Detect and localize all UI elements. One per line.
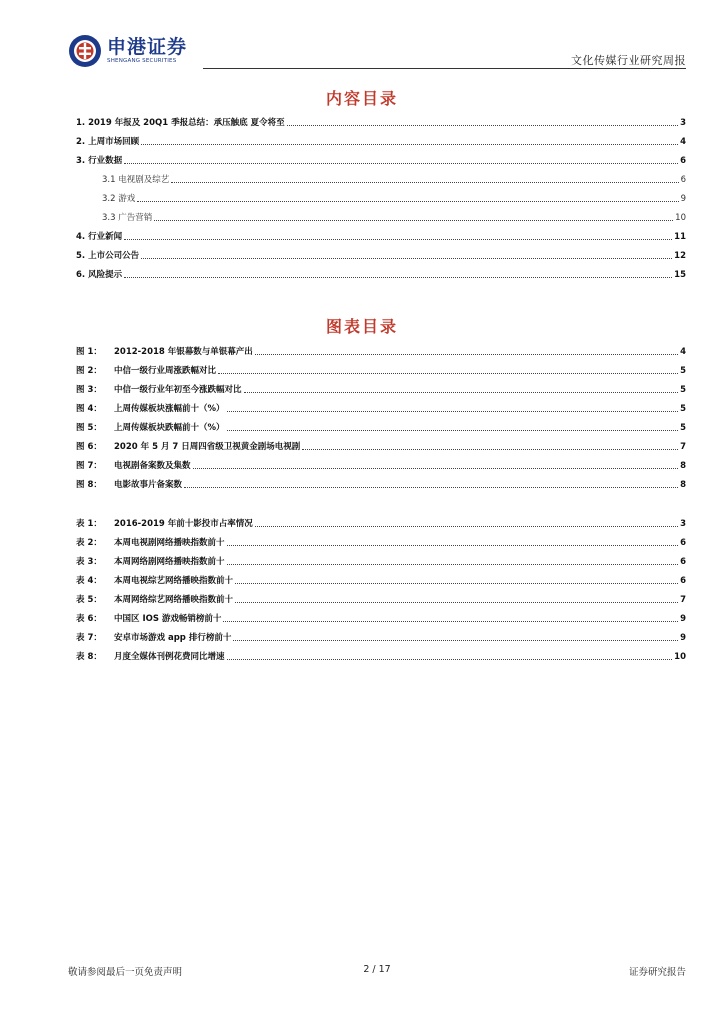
toc-section-entry[interactable] xyxy=(76,229,686,243)
entry-label: 3.1 电视剧及综艺 xyxy=(102,175,170,185)
dot-leader xyxy=(141,258,672,259)
entry-label: 电影故事片备案数 xyxy=(114,480,183,490)
company-name-cn: 申港证券 xyxy=(107,36,188,58)
table-entry[interactable] xyxy=(76,630,686,644)
entry-label: 3.3 广告营销 xyxy=(102,213,153,223)
entry-label: 4. 行业新闻 xyxy=(76,232,123,242)
entry-prefix: 表 4： xyxy=(76,576,102,586)
entry-label: 电视剧备案数及集数 xyxy=(114,461,191,471)
entry-label: 2012-2018 年银幕数与单银幕产出 xyxy=(114,347,253,357)
toc-title: 内容目录 xyxy=(325,89,398,108)
toc-section-entry[interactable] xyxy=(76,248,686,262)
entry-page-number: 5 xyxy=(680,423,686,433)
entry-prefix: 图 6： xyxy=(76,442,102,452)
dot-leader xyxy=(244,392,679,393)
dot-leader xyxy=(227,430,679,431)
toc-section-entry[interactable] xyxy=(76,153,686,167)
entry-label: 中信一级行业年初至今涨跌幅对比 xyxy=(114,385,242,395)
entry-label: 中国区 IOS 游戏畅销榜前十 xyxy=(114,614,222,624)
table-entry[interactable] xyxy=(76,554,686,568)
toc-subsection-entry[interactable] xyxy=(102,210,686,224)
page-header xyxy=(68,30,686,70)
entry-page-number: 9 xyxy=(680,633,686,643)
dot-leader xyxy=(184,487,678,488)
figure-entry[interactable] xyxy=(76,477,686,491)
entry-page-number: 7 xyxy=(680,442,686,452)
dot-leader xyxy=(255,354,678,355)
dot-leader xyxy=(287,125,679,126)
figure-entry[interactable] xyxy=(76,344,686,358)
entry-label: 中信一级行业周涨跌幅对比 xyxy=(114,366,217,376)
entry-prefix: 表 2： xyxy=(76,538,102,548)
entry-prefix: 图 3： xyxy=(76,385,102,395)
entry-label: 6. 风险提示 xyxy=(76,270,123,280)
entry-page-number: 9 xyxy=(680,194,686,204)
toc-section-entry[interactable] xyxy=(76,115,686,129)
dot-leader xyxy=(227,411,679,412)
entry-page-number: 7 xyxy=(680,595,686,605)
entry-label: 1. 2019 年报及 20Q1 季报总结：承压触底 夏令将至 xyxy=(76,118,285,128)
entry-prefix: 表 8： xyxy=(76,652,102,662)
entry-page-number: 10 xyxy=(675,213,686,223)
entry-page-number: 3 xyxy=(680,519,686,529)
dot-leader xyxy=(227,545,679,546)
entry-page-number: 15 xyxy=(674,270,686,280)
entry-page-number: 4 xyxy=(680,137,686,147)
table-entry[interactable] xyxy=(76,592,686,606)
company-name-en: SHENGANG SECURITIES xyxy=(107,58,177,64)
entry-prefix: 表 7： xyxy=(76,633,102,643)
dot-leader xyxy=(124,163,678,164)
entry-prefix: 表 6： xyxy=(76,614,102,624)
entry-label: 2016-2019 年前十影投市占率情况 xyxy=(114,519,253,529)
entry-prefix: 图 7： xyxy=(76,461,102,471)
dot-leader xyxy=(141,144,678,145)
entry-label: 安卓市场游戏 app 排行榜前十 xyxy=(114,633,232,643)
figures-title: 图表目录 xyxy=(325,317,398,336)
entry-page-number: 11 xyxy=(674,232,686,242)
entry-page-number: 5 xyxy=(680,385,686,395)
entry-page-number: 12 xyxy=(674,251,686,261)
entry-label: 2020 年 5 月 7 日周四省级卫视黄金剧场电视剧 xyxy=(114,442,301,452)
entry-prefix: 图 8： xyxy=(76,480,102,490)
toc-subsection-entry[interactable] xyxy=(102,172,686,186)
figure-entry[interactable] xyxy=(76,458,686,472)
dot-leader xyxy=(124,277,672,278)
footer-disclaimer: 敬请参阅最后一页免责声明 xyxy=(68,967,183,978)
entry-page-number: 3 xyxy=(680,118,686,128)
entry-label: 5. 上市公司公告 xyxy=(76,251,140,261)
dot-leader xyxy=(154,220,673,221)
table-entry[interactable] xyxy=(76,535,686,549)
table-entry[interactable] xyxy=(76,573,686,587)
entry-label: 上周传媒板块跌幅前十（%） xyxy=(114,423,225,433)
entry-label: 上周传媒板块涨幅前十（%） xyxy=(114,404,225,414)
dot-leader xyxy=(227,564,679,565)
footer-doc-type: 证券研究报告 xyxy=(628,967,686,978)
entry-label: 3. 行业数据 xyxy=(76,156,123,166)
dot-leader xyxy=(235,583,678,584)
dot-leader xyxy=(233,640,678,641)
dot-leader xyxy=(193,468,679,469)
figure-entry[interactable] xyxy=(76,382,686,396)
entry-prefix: 表 3： xyxy=(76,557,102,567)
entry-page-number: 6 xyxy=(680,175,686,185)
entry-page-number: 6 xyxy=(680,557,686,567)
entry-label: 本周电视综艺网络播映指数前十 xyxy=(114,576,234,586)
toc-section-entry[interactable] xyxy=(76,134,686,148)
dot-leader xyxy=(302,449,678,450)
figure-entry[interactable] xyxy=(76,363,686,377)
figure-entry[interactable] xyxy=(76,401,686,415)
entry-prefix: 表 1： xyxy=(76,519,102,529)
entry-prefix: 图 5： xyxy=(76,423,102,433)
entry-page-number: 9 xyxy=(680,614,686,624)
company-logo-icon xyxy=(68,34,102,68)
entry-page-number: 6 xyxy=(680,156,686,166)
toc-subsection-entry[interactable] xyxy=(102,191,686,205)
footer-page-indicator: 2 / 17 xyxy=(363,964,391,975)
table-entry[interactable] xyxy=(76,516,686,530)
figure-entry[interactable] xyxy=(76,420,686,434)
entry-label: 本周网络综艺网络播映指数前十 xyxy=(114,595,234,605)
entry-page-number: 5 xyxy=(680,404,686,414)
dot-leader xyxy=(227,659,673,660)
figure-entry[interactable] xyxy=(76,439,686,453)
table-entry[interactable] xyxy=(76,611,686,625)
entry-page-number: 6 xyxy=(680,538,686,548)
entry-label: 本周电视剧网络播映指数前十 xyxy=(114,538,225,548)
dot-leader xyxy=(124,239,672,240)
entry-page-number: 6 xyxy=(680,576,686,586)
company-logo xyxy=(68,34,187,68)
entry-prefix: 图 2： xyxy=(76,366,102,376)
dot-leader xyxy=(137,201,678,202)
entry-label: 月度全媒体刊例花费同比增速 xyxy=(114,652,225,662)
dot-leader xyxy=(235,602,678,603)
entry-prefix: 表 5： xyxy=(76,595,102,605)
entry-page-number: 8 xyxy=(680,480,686,490)
entry-label: 3.2 游戏 xyxy=(102,194,136,204)
entry-prefix: 图 1： xyxy=(76,347,102,357)
entry-page-number: 10 xyxy=(674,652,686,662)
entry-page-number: 4 xyxy=(680,347,686,357)
entry-prefix: 图 4： xyxy=(76,404,102,414)
header-divider xyxy=(203,68,686,69)
entry-page-number: 5 xyxy=(680,366,686,376)
entry-label: 2. 上周市场回顾 xyxy=(76,137,140,147)
dot-leader xyxy=(255,526,678,527)
dot-leader xyxy=(218,373,678,374)
dot-leader xyxy=(223,621,678,622)
dot-leader xyxy=(171,182,678,183)
report-type: 文化传媒行业研究周报 xyxy=(571,54,686,67)
toc-section-entry[interactable] xyxy=(76,267,686,281)
table-entry[interactable] xyxy=(76,649,686,663)
entry-page-number: 8 xyxy=(680,461,686,471)
entry-label: 本周网络剧网络播映指数前十 xyxy=(114,557,225,567)
